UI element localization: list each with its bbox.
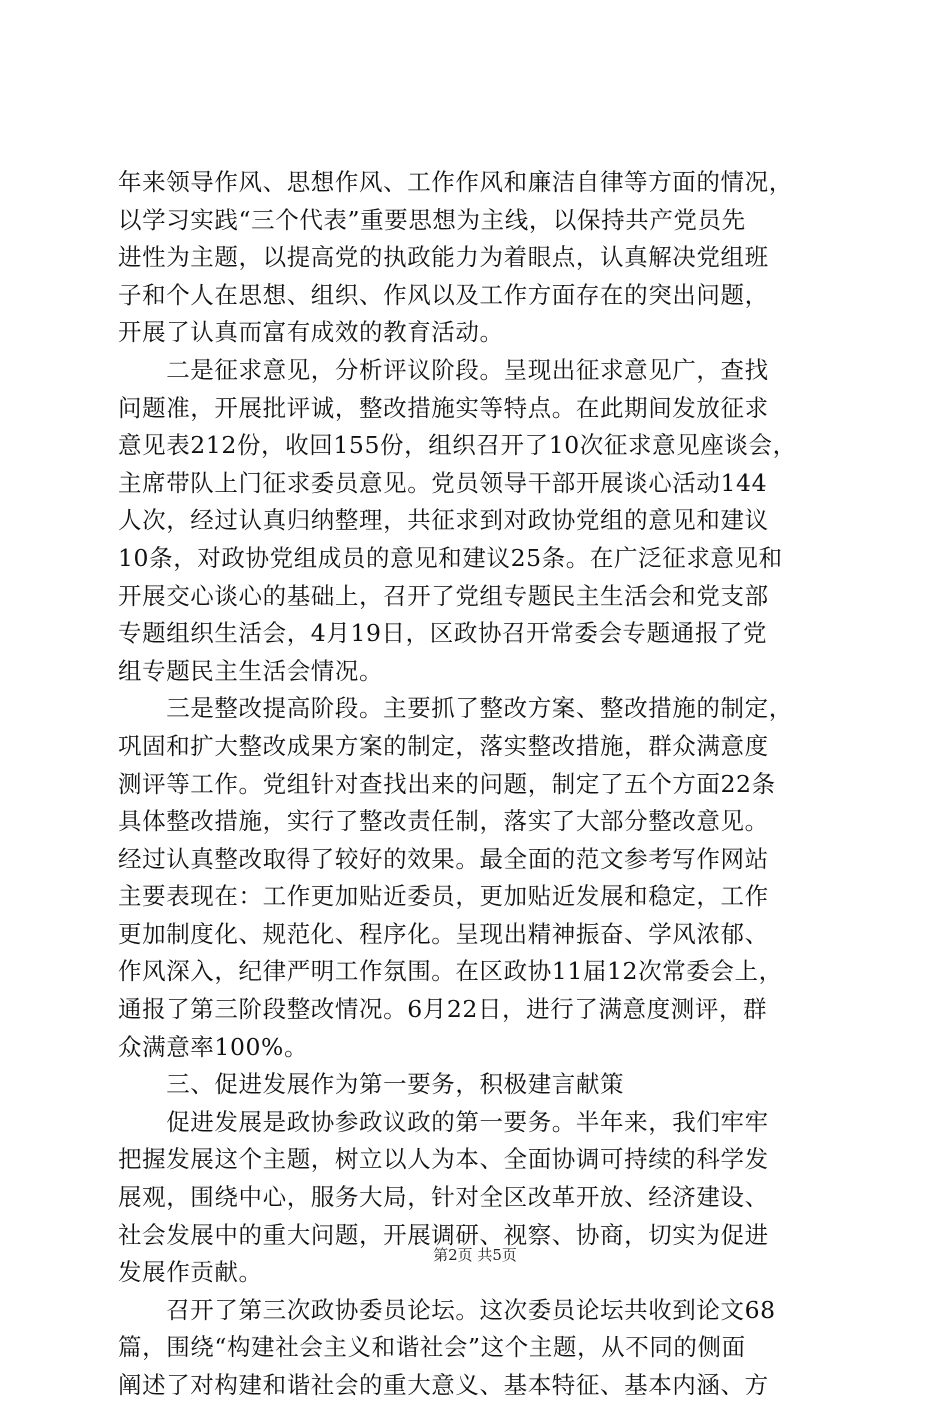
text-line: 众满意率100%。 [118, 1032, 309, 1061]
text-line: 开展交心谈心的基础上，召开了党组专题民主生活会和党支部 [118, 581, 769, 610]
page-number: 第2页 共5页 [433, 1246, 517, 1264]
text-line: 阐述了对构建和谐社会的重大意义、基本特征、基本内涵、方 [118, 1371, 769, 1399]
text-line: 问题准，开展批评诚，整改措施实等特点。在此期间发放征求 [118, 393, 769, 422]
text-line: 二是征求意见，分析评议阶段。呈现出征求意见广，查找 [118, 355, 769, 384]
text-line: 更加制度化、规范化、程序化。呈现出精神振奋、学风浓郁、 [118, 919, 769, 948]
text-line: 社会发展中的重大问题，开展调研、视察、协商，切实为促进 [118, 1220, 769, 1249]
text-line: 测评等工作。党组针对查找出来的问题，制定了五个方面22条 [118, 769, 776, 798]
text-line: 进性为主题，以提高党的执政能力为着眼点，认真解决党组班 [118, 243, 769, 272]
section-heading: 三、促进发展作为第一要务，积极建言献策 [118, 1070, 625, 1099]
text-line: 具体整改措施，实行了整改责任制，落实了大部分整改意见。 [118, 807, 769, 836]
document-body [118, 164, 838, 1405]
text-line: 召开了第三次政协委员论坛。这次委员论坛共收到论文68 [118, 1295, 776, 1324]
text-line: 通报了第三阶段整改情况。6月22日，进行了满意度测评，群 [118, 995, 768, 1024]
text-line: 意见表212份，收回155份，组织召开了10次征求意见座谈会， [118, 431, 797, 460]
text-line: 年来领导作风、思想作风、工作作风和廉洁自律等方面的情况， [118, 168, 793, 196]
text-line: 篇，围绕“构建社会主义和谐社会”这个主题，从不同的侧面 [118, 1333, 746, 1362]
text-line: 人次，经过认真归纳整理，共征求到对政协党组的意见和建议 [118, 506, 769, 535]
text-line: 三是整改提高阶段。主要抓了整改方案、整改措施的制定， [118, 694, 793, 723]
text-line: 以学习实践“三个代表”重要思想为主线，以保持共产党员先 [118, 205, 746, 234]
page-footer [0, 1245, 950, 1265]
text-line: 10条，对政协党组成员的意见和建议25条。在广泛征求意见和 [118, 543, 783, 572]
text-line: 子和个人在思想、组织、作风以及工作方面存在的突出问题， [118, 280, 769, 309]
text-line: 把握发展这个主题，树立以人为本、全面协调可持续的科学发 [118, 1145, 769, 1174]
text-line: 专题组织生活会，4月19日，区政协召开常委会专题通报了党 [118, 619, 768, 648]
text-line: 展观，围绕中心，服务大局，针对全区改革开放、经济建设、 [118, 1183, 769, 1212]
text-line: 主要表现在：工作更加贴近委员，更加贴近发展和稳定，工作 [118, 882, 769, 911]
text-line: 发展作贡献。 [118, 1258, 263, 1287]
text-line: 巩固和扩大整改成果方案的制定，落实整改措施，群众满意度 [118, 731, 769, 760]
text-line: 作风深入，纪律严明工作氛围。在区政协11届12次常委会上， [118, 957, 783, 986]
text-line: 主席带队上门征求委员意见。党员领导干部开展谈心活动144 [118, 468, 768, 497]
text-line: 促进发展是政协参政议政的第一要务。半年来，我们牢牢 [118, 1107, 769, 1136]
text-line: 经过认真整改取得了较好的效果。最全面的范文参考写作网站 [118, 844, 769, 873]
text-line: 组专题民主生活会情况。 [118, 656, 384, 685]
text-line: 开展了认真而富有成效的教育活动。 [118, 318, 504, 347]
